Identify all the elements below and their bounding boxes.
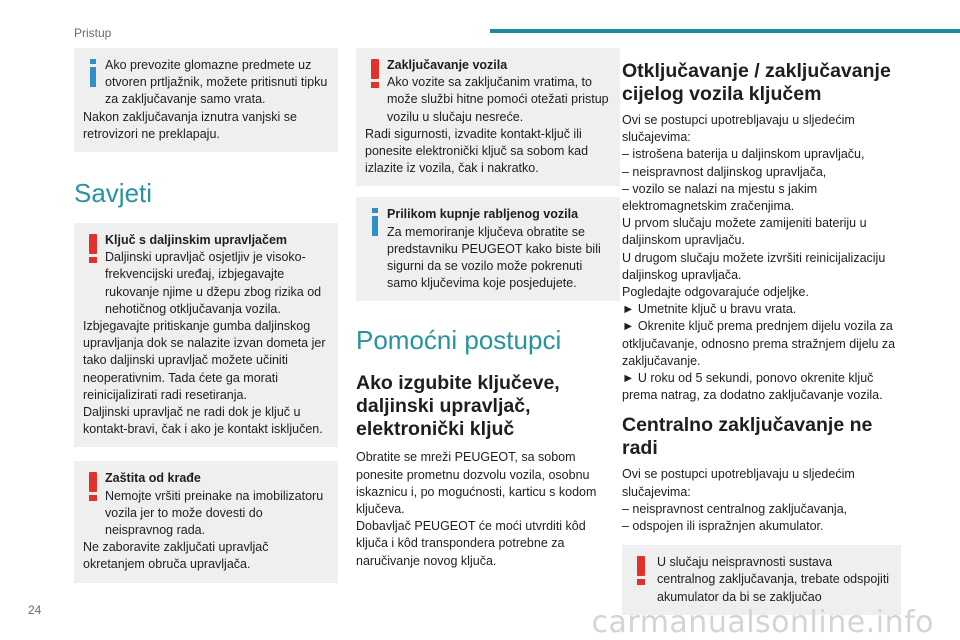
warning-text-2: Izbjegavajte pritiskanje gumba daljinskog upravljanja dok se nalazite izvan dometa jer tako daljinski upravljač možete učiniti neoperativnim. Tada ćete ga morati reinicijalizirati radi resetiranja. (83, 319, 326, 402)
warning-text: Nemojte vršiti preinake na imobilizatoru vozila jer to može dovesti do neispravnog rada. (105, 488, 324, 538)
warning-text-2: Ne zaboravite zaključati upravljač okretanjem obruča upravljača. (83, 540, 269, 572)
warning-icon (87, 472, 99, 502)
title-central-locking: Centralno zaključavanje ne radi (622, 414, 873, 460)
warning-icon (635, 556, 647, 586)
subtitle-lost-keys: Ako izgubite ključeve, daljinski upravljač, elektronički ključ (356, 372, 560, 441)
section-title-savjeti: Savjeti (74, 178, 153, 209)
warning-box-locking (356, 48, 620, 186)
info-icon (369, 208, 381, 238)
line: – vozilo se nalazi na mjestu s jakim elektromagnetskim zračenjima. (622, 181, 818, 214)
warning-icon (369, 59, 381, 89)
line: – istrošena baterija u daljinskom upravljaču, (622, 147, 865, 162)
warning-icon (87, 234, 99, 264)
info-title: Prilikom kupnje rabljenog vozila (387, 207, 579, 222)
section-header-label: Pristup (74, 26, 112, 40)
warning-title: Zaključavanje vozila (387, 58, 508, 72)
info-box-used-vehicle (356, 197, 620, 301)
page-number: 24 (28, 603, 42, 617)
line: – neispravnost daljinskog upravljača, (622, 164, 827, 179)
warning-title: Zaštita od krađe (105, 471, 201, 486)
info-text-2: Nakon zaključavanja iznutra vanjski se retrovizori ne preklapaju. (83, 109, 297, 141)
warning-box-anti-theft (74, 461, 338, 582)
warning-text: Ako vozite sa zaključanim vratima, to može službi hitne pomoći otežati pristup vozilu u slučaju nesreće. (387, 75, 609, 124)
warning-text: Daljinski upravljač osjetljiv je visoko-frekvencijski uređaj, izbjegavajte rukovanje njime u džepu zbog rizika od nehotičnog otključavanja vozila. (105, 250, 322, 316)
line: Ovi se postupci upotrebljavaju u sljedećim slučajevima: (622, 467, 855, 499)
paragraph-2: Dobavljač PEUGEOT će moći utvrditi kôd ključa i kôd transpondera potrebne za naručivanje novog ključa. (356, 519, 586, 568)
column-right (622, 48, 902, 615)
line: – odspojen ili ispražnjen akumulator. (622, 519, 824, 534)
info-box-bulky-items (74, 48, 338, 152)
line: Pogledajte odgovarajuće odjeljke. (622, 285, 809, 300)
watermark: carmanualsonline.info (591, 605, 934, 640)
line: U prvom slučaju možete zamijeniti bateriju u daljinskom upravljaču. (622, 216, 867, 248)
warning-text-3: Daljinski upravljač ne radi dok je ključ u kontakt-bravi, čak i ako je kontakt isključen. (83, 405, 323, 437)
title-key-unlock-lock: Otključavanje / zaključavanje cijelog vozila ključem (622, 60, 891, 105)
info-text: Ako prevozite glomazne predmete uz otvoren prtljažnik, možete pritisnuti tipku za zaključavanje samo vrata. (105, 58, 328, 107)
paragraph-1: Obratite se mreži PEUGEOT, sa sobom ponesite prometnu dozvolu vozila, osobnu iskaznicu i, po mogućnosti, karticu s kodom ključeva. (356, 450, 597, 517)
warning-text: U slučaju neispravnosti sustava centralnog zaključavanja, trebate odspojiti akumulator da bi se zaključao (657, 555, 890, 604)
section-title-pomocni-postupci: Pomoćni postupci (356, 325, 562, 356)
column-left (74, 48, 338, 583)
info-text: Za memoriranje ključeva obratite se predstavniku PEUGEOT kako biste bili sigurni da se vozilo može pokrenuti samo ključevima koje posjedujete. (387, 224, 601, 291)
central-locking-text (622, 466, 902, 535)
line: U drugom slučaju možete izvršiti reinicijalizaciju daljinskog upravljača. (622, 250, 886, 282)
step: ► Umetnite ključ u bravu vrata. (622, 302, 797, 317)
section-header-bar (490, 29, 960, 33)
line: – neispravnost centralnog zaključavanja, (622, 501, 848, 516)
step: ► U roku od 5 sekundi, ponovo okrenite ključ prema natrag, za dodatno zaključavanje vozila. (622, 371, 883, 403)
line: Ovi se postupci upotrebljavaju u sljedećim slučajevima: (622, 113, 855, 145)
paragraph-lost-keys (356, 449, 620, 569)
warning-title: Ključ s daljinskim upravljačem (105, 233, 288, 248)
column-middle (356, 48, 620, 570)
step: ► Okrenite ključ prema prednjem dijelu vozila za otključavanje, odnosno prema stražnjem dijelu za zaključavanje. (622, 319, 896, 368)
key-procedure-text (622, 112, 902, 404)
warning-box-remote-key (74, 223, 338, 447)
warning-text-2: Radi sigurnosti, izvadite kontakt-ključ ili ponesite elektronički ključ sa sobom kad izlazite iz vozila, čak i nakratko. (365, 126, 589, 176)
info-icon (87, 59, 99, 89)
